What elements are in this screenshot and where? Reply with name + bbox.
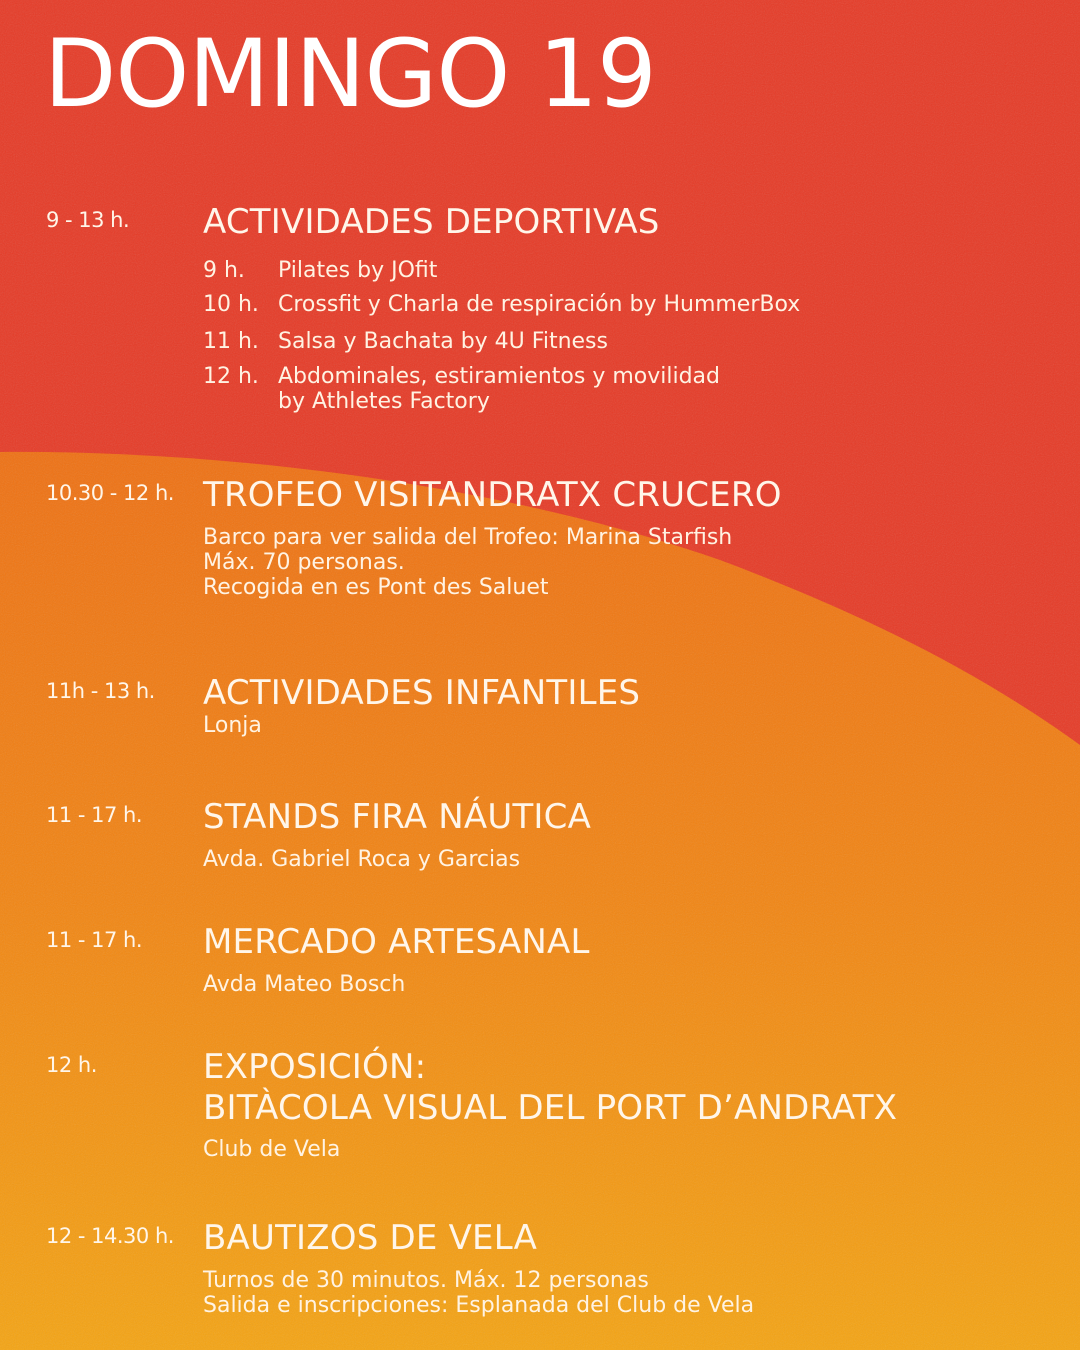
event-time: 10.30 - 12 h. bbox=[46, 481, 174, 505]
event-time: 9 - 13 h. bbox=[46, 208, 130, 232]
event-details bbox=[203, 1137, 340, 1162]
event-title: TROFEO VISITANDRATX CRUCERO bbox=[203, 475, 782, 515]
event-title-line: BITÀCOLA VISUAL DEL PORT D’ANDRATX bbox=[203, 1088, 898, 1128]
schedule-row bbox=[203, 292, 800, 317]
detail-line: Recogida en es Pont des Saluet bbox=[203, 575, 549, 600]
page-title: DOMINGO 19 bbox=[44, 20, 656, 129]
schedule-row bbox=[203, 258, 437, 283]
event-details bbox=[203, 713, 262, 738]
schedule-hour: 9 h. bbox=[203, 258, 245, 283]
event-details bbox=[203, 847, 520, 872]
detail-line: Salida e inscripciones: Esplanada del Club de Vela bbox=[203, 1293, 755, 1318]
schedule-activity-continued: by Athletes Factory bbox=[278, 389, 490, 414]
schedule-activity: Salsa y Bachata by 4U Fitness bbox=[278, 329, 608, 354]
schedule-hour: 11 h. bbox=[203, 329, 259, 354]
detail-line: Barco para ver salida del Trofeo: Marina Starfish bbox=[203, 525, 733, 550]
schedule-row bbox=[203, 364, 720, 414]
schedule-row bbox=[203, 329, 608, 354]
schedule-hour: 12 h. bbox=[203, 364, 259, 389]
event-time: 12 - 14.30 h. bbox=[46, 1224, 174, 1248]
event-title-line: EXPOSICIÓN: bbox=[203, 1047, 427, 1087]
event-time: 11 - 17 h. bbox=[46, 803, 143, 827]
detail-line: Máx. 70 personas. bbox=[203, 550, 405, 575]
schedule-activity: Pilates by JOfit bbox=[278, 258, 438, 283]
event-title: MERCADO ARTESANAL bbox=[203, 922, 590, 962]
event-title: BAUTIZOS DE VELA bbox=[203, 1218, 538, 1258]
event-title bbox=[203, 1047, 897, 1129]
schedule-activity: Abdominales, estiramientos y movilidad bbox=[278, 364, 720, 389]
event-title: ACTIVIDADES INFANTILES bbox=[203, 673, 641, 713]
event-details bbox=[203, 972, 405, 997]
detail-line: Turnos de 30 minutos. Máx. 12 personas bbox=[203, 1268, 649, 1293]
event-details bbox=[203, 525, 732, 600]
detail-line: Club de Vela bbox=[203, 1137, 341, 1162]
detail-line: Avda. Gabriel Roca y Garcias bbox=[203, 847, 521, 872]
detail-line: Lonja bbox=[203, 713, 262, 738]
event-title: STANDS FIRA NÁUTICA bbox=[203, 797, 592, 837]
detail-line: Avda Mateo Bosch bbox=[203, 972, 406, 997]
schedule-hour: 10 h. bbox=[203, 292, 259, 317]
event-time: 11 - 17 h. bbox=[46, 928, 143, 952]
event-details bbox=[203, 1268, 754, 1318]
event-title: ACTIVIDADES DEPORTIVAS bbox=[203, 202, 660, 242]
schedule-activity: Crossfit y Charla de respiración by HummerBox bbox=[278, 292, 801, 317]
event-time: 11h - 13 h. bbox=[46, 679, 155, 703]
event-time: 12 h. bbox=[46, 1053, 97, 1077]
